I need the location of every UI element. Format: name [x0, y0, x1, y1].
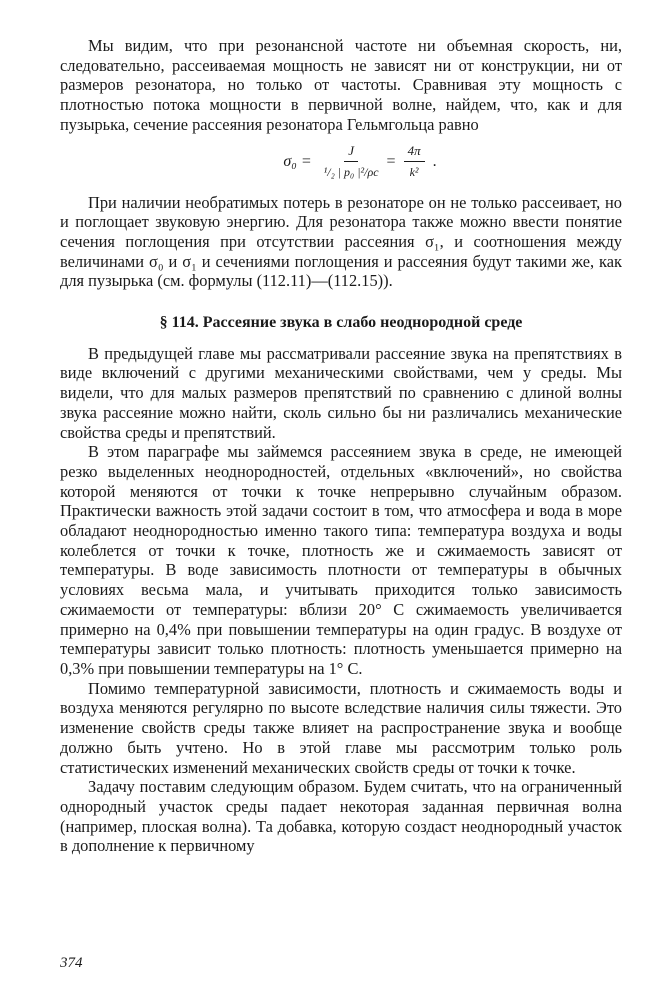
paragraph-gravity: Помимо температурной зависимости, плотность и сжимаемость воды и воздуха меняются регулярно по высоте вследствие наличия силы тяжести. Это изменение свойств среды также влияет на распространение звука и вообще должно быть учтено. Но в этой главе мы рассмотрим только роль статистических изменений механических свойств среды от точки к точке. [60, 678, 622, 777]
fraction-2-numerator: 4π [404, 143, 425, 162]
fraction-1-numerator: J [344, 143, 358, 162]
book-page [60, 36, 622, 856]
formula-lhs: σ₀ = [283, 152, 312, 170]
fraction-1-denominator: ¹/₂ | p₀ |²/ρc [323, 165, 379, 180]
section-heading: § 114. Рассеяние звука в слабо неоднородной среде [159, 314, 523, 332]
formula-end: . [432, 152, 437, 170]
page-number: 374 [60, 955, 83, 971]
paragraph-resonance: Мы видим, что при резонансной частоте ни объемная скорость, ни, следовательно, рассеиваемая мощность не зависят ни от конструкции, ни от размеров резонатора, но только от частоты. Сравнивая эту мощность с плотностью потока мощности в первичной волне, найдем, что, как и для пузырька, сечение рассеяния резонатора Гельмгольца равно [60, 36, 622, 134]
formula-fraction-1 [324, 143, 379, 180]
paragraph-previous-chapter: В предыдущей главе мы рассматривали рассеяние звука на препятствиях в виде включений с другими механическими свойствами, чем у среды. Мы видели, что для малых размеров препятствий по сравнению с длиной волны звука рассеяние можно найти, сколь сильно бы ни различались механические свойства среды и препятствий. [60, 343, 622, 442]
cross-section-formula [100, 140, 622, 184]
paragraph-losses: При наличии необратимых потерь в резонаторе он не только рассеивает, но и поглощает звуковую энергию. Для резонатора также можно ввести понятие сечения поглощения при отсутствии рассеяния σ₁, и соотношения между величинами σ₀ и σ₁ и сечениями поглощения и рассеяния будут такими же, как для пузырька (см. формулы (112.11)—(112.15)). [60, 192, 622, 291]
formula-fraction-2 [404, 143, 425, 180]
paragraph-problem-statement: Задачу поставим следующим образом. Будем считать, что на ограниченный однородный участок среды падает некоторая заданная первичная волна (например, плоская волна). Та добавка, которую создаст неоднородный участок в дополнение к первичному [60, 777, 622, 856]
formula-equals: = [386, 152, 396, 170]
fraction-2-denominator: k² [409, 165, 419, 180]
paragraph-inhomogeneity: В этом параграфе мы займемся рассеянием звука в среде, не имеющей резко выделенных неоднородностей, отдельных «включений», но свойства которой меняются от точки к точке непрерывно случайным образом. Практически важность этой задачи состоит в том, что атмосфера и вода в море обладают неоднородностью именно такого типа: температура воздуха и воды колеблется от точки к точке, плотность же и сжимаемость зависят от температуры. В воде зависимость плотности от температуры в обычных условиях весьма мала, и учитывать приходится только зависимость сжимаемости от температуры: вблизи 20° С сжимаемость увеличивается примерно на 0,4% при повышении температуры на один градус. В воздухе от температуры зависит только плотность: плотность уменьшается примерно на 0,3% при повышении температуры на 1° С. [60, 442, 622, 678]
